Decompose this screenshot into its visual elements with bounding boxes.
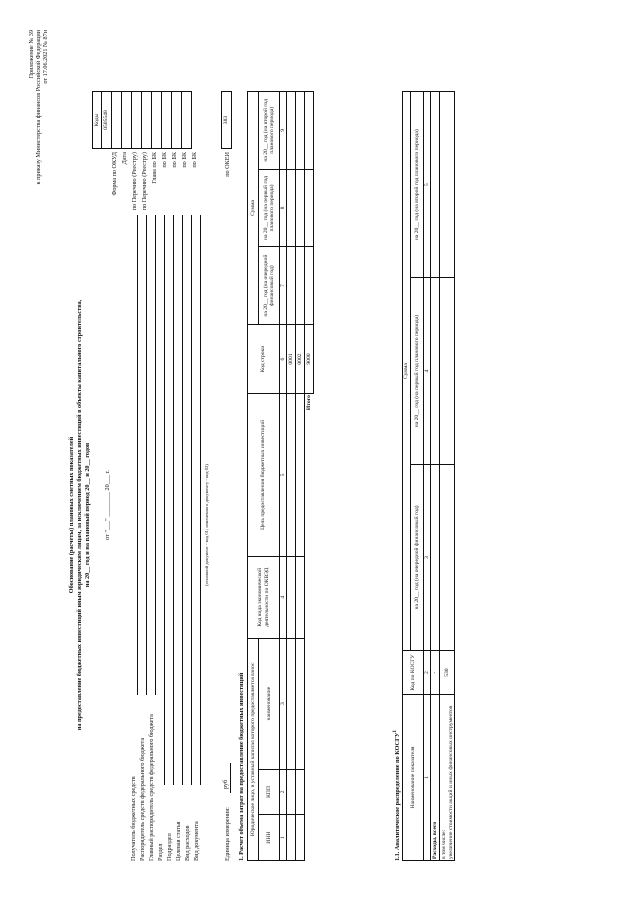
table-row: [296, 92, 305, 861]
row-name: увеличение стоимости акций и иных финансовых инструментов: [447, 694, 455, 860]
total-label: Итого: [306, 395, 313, 411]
form-date-line: от "___" ________ 20___ г.: [104, 470, 111, 540]
col-number: 9: [280, 92, 287, 170]
col-number: 1: [424, 694, 431, 860]
bk-code-cell: [162, 92, 172, 149]
total-code: 9000: [305, 324, 314, 393]
legal-entity-header: Юридическое лицо, в уставный капитал которого предоставляется взнос: [248, 638, 259, 860]
codes-label: по БК: [171, 152, 178, 168]
bk-code-cell: [182, 92, 192, 149]
col-number: 3: [280, 638, 287, 769]
codes-label: Форма по ОКУД: [111, 152, 118, 196]
okud-code: 0505548: [102, 92, 112, 149]
col-number: 3: [424, 464, 431, 650]
field-section: Раздел: [157, 843, 164, 861]
field-recipient: Получатель бюджетных средств: [130, 776, 137, 861]
col-number: 2: [424, 651, 431, 695]
section1-title: 1. Расчет объема затрат на предоставление бюджетных инвестиций: [238, 672, 245, 861]
form-title-line2: на предоставление бюджетных инвестиций иным юридическим лицам, за исключением бюджетных инвестиций в объекты капитального строительства,: [76, 299, 83, 731]
col-goal: Цель предоставления бюджетных инвестиций: [248, 394, 280, 557]
registry-code-cell: [132, 92, 142, 149]
okei-label: по ОКЕИ: [224, 152, 231, 177]
codes-label: по БК: [191, 152, 198, 168]
field-subsection: Подраздел: [166, 833, 173, 861]
bk-code-cell: [152, 92, 162, 149]
codes-label: по Перечню (Реестру): [141, 152, 148, 211]
field-underline: [182, 215, 183, 785]
table-row: [287, 92, 296, 861]
row-name: Расходы, всего: [431, 694, 440, 860]
okei-table: [221, 91, 232, 149]
col-number: 5: [424, 92, 431, 278]
sum-header: Сумма: [248, 92, 259, 325]
section1-table: [247, 91, 314, 861]
col-sum3: на 20__ год (на второй год планового периода): [259, 92, 280, 170]
row-name: в том числе:: [440, 694, 448, 860]
codes-label: по Перечню (Реестру): [131, 152, 138, 211]
section11-table: [402, 91, 455, 861]
row-kosgu: -: [431, 651, 440, 695]
table-row: [431, 92, 440, 861]
col-number: 1: [280, 815, 287, 861]
codes-header: Коды: [93, 92, 102, 149]
form-title-line1: Обоснование (расчеты) плановых сметных показателей: [68, 436, 75, 594]
codes-label: по БК: [161, 152, 168, 168]
codes-label: Глава по БК: [151, 152, 158, 184]
field-target-article: Целевая статья: [175, 821, 182, 861]
section11-title: [392, 730, 401, 861]
unit-underline: [230, 763, 231, 793]
field-underline: [191, 215, 192, 785]
appendix-number: Приложение № 39: [28, 30, 35, 79]
field-chief-distributor: Главный распорядитель средств федерального бюджета: [148, 714, 155, 861]
col-inn: ИНН: [259, 815, 280, 861]
field-document-type: Вид документа: [193, 821, 200, 861]
row-code: 0001: [287, 324, 296, 393]
doc-type-note: (основной документ - код 01; изменения к документу - код 02): [204, 464, 209, 586]
col-number: 4: [424, 278, 431, 464]
field-expense-type: Вид расходов: [184, 825, 191, 861]
field-underline: [164, 215, 165, 785]
col-kosgu: Код по КОСГУ: [403, 651, 424, 695]
col-number: 6: [280, 324, 287, 393]
col-sum3: на 20__ год (на второй год планового периода): [411, 92, 424, 278]
order-reference: к приказу Министерства финансов Российской Федерации: [35, 30, 42, 185]
field-underline: [173, 215, 174, 785]
col-sum1: на 20__ год (на очередной финансовый год): [411, 464, 424, 650]
col-sum2: на 20__ год (на первый год планового периода): [411, 278, 424, 464]
row-code: 0002: [296, 324, 305, 393]
unit-value: руб: [222, 779, 229, 789]
col-sum1: на 20__ год (на очередной финансовый год): [259, 247, 280, 325]
codes-label: Дата: [121, 152, 128, 165]
field-distributor: Распорядитель средств федерального бюджета: [139, 737, 146, 861]
chapter-code-cell: [142, 92, 152, 149]
row-kosgu: 530: [440, 651, 455, 695]
col-number: 2: [280, 769, 287, 815]
col-okved: Код вида экономической деятельности по ОКВЭД: [248, 556, 280, 638]
unit-label: Единица измерения:: [224, 807, 231, 861]
table-row: [440, 92, 448, 861]
form-title-line3: на 20__ год и на плановый период 20__ и 20__ годов: [84, 442, 91, 588]
col-number: 7: [280, 247, 287, 325]
registry-code-cell: [122, 92, 132, 149]
col-indicator-name: Наименование показателя: [403, 694, 424, 860]
section11-title-text: 1.1. Аналитическое распределение по КОСГУ: [394, 732, 402, 861]
col-number: 5: [280, 394, 287, 557]
okei-value: 383: [222, 92, 232, 149]
order-date: от 17.06.2021 № 87н: [42, 30, 49, 84]
field-underline: [200, 215, 201, 785]
codes-table: [92, 91, 192, 149]
field-underline: [146, 215, 147, 695]
field-underline: [137, 215, 138, 695]
total-row: [305, 92, 314, 861]
col-sum2: на 20__ год (на первый год планового периода): [259, 169, 280, 247]
date-code-cell: [112, 92, 122, 149]
bk-code-cell: [172, 92, 182, 149]
col-number: 8: [280, 169, 287, 247]
codes-label: по БК: [181, 152, 188, 168]
col-name: наименование: [259, 638, 280, 769]
col-kpp: КПП: [259, 769, 280, 815]
field-underline: [155, 215, 156, 695]
sum-header: Сумма: [403, 92, 411, 651]
col-number: 4: [280, 556, 287, 638]
col-row-code: Код строки: [248, 324, 280, 393]
footnote-mark: 1: [392, 730, 398, 733]
